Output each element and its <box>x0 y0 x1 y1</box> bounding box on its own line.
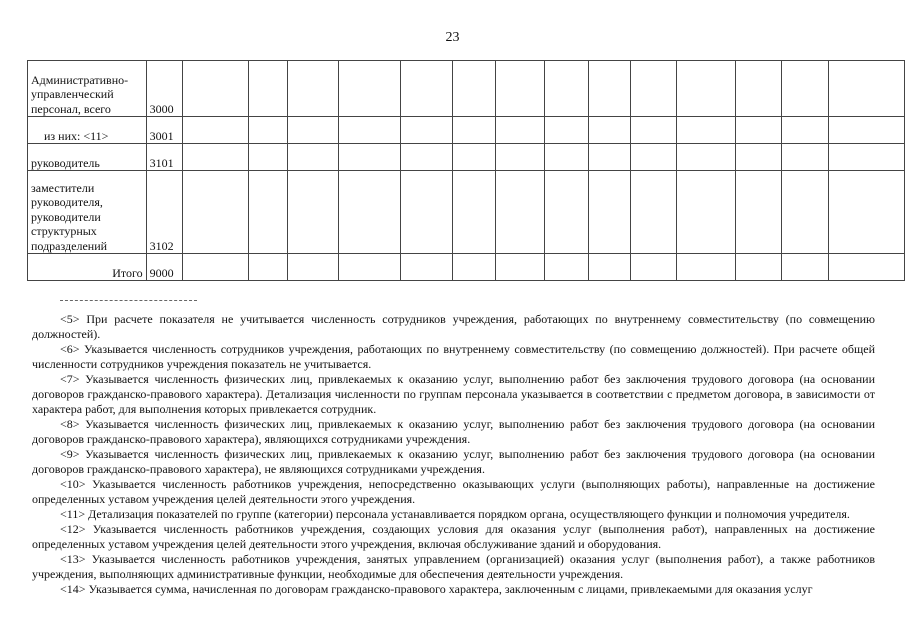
empty-cell <box>630 117 676 144</box>
empty-cell <box>781 61 828 117</box>
row-code: 3101 <box>146 144 182 171</box>
empty-cell <box>630 144 676 171</box>
empty-cell <box>182 61 249 117</box>
empty-cell <box>544 171 588 254</box>
row-label: Административно- управленческий персонал, всего <box>28 61 147 117</box>
row-label: из них: <11> <box>28 117 147 144</box>
empty-cell <box>495 254 544 281</box>
empty-cell <box>288 254 339 281</box>
empty-cell <box>288 117 339 144</box>
empty-cell <box>828 144 904 171</box>
empty-cell <box>781 171 828 254</box>
empty-cell <box>495 61 544 117</box>
table-row <box>28 61 905 117</box>
empty-cell <box>544 61 588 117</box>
footnote-item: <10> Указывается численность работников учреждения, непосредственно оказывающих услуги (выполняющих работы), направленные на достижение определенных уставом учреждения целей деятельности этого учреждения. <box>32 476 875 506</box>
empty-cell <box>288 61 339 117</box>
empty-cell <box>400 254 452 281</box>
empty-cell <box>495 144 544 171</box>
row-label: заместители руководителя, руководители структурных подразделений <box>28 171 147 254</box>
empty-cell <box>544 254 588 281</box>
footnote-item: <6> Указывается численность сотрудников учреждения, работающих по внутреннему совместительству (по совмещению должностей). При расчете общей численности сотрудников учреждения показатель не учитывается. <box>32 341 875 371</box>
empty-cell <box>249 61 288 117</box>
empty-cell <box>588 171 630 254</box>
empty-cell <box>288 171 339 254</box>
data-table <box>27 60 905 281</box>
empty-cell <box>828 254 904 281</box>
empty-cell <box>735 61 781 117</box>
empty-cell <box>828 171 904 254</box>
empty-cell <box>288 144 339 171</box>
empty-cell <box>182 171 249 254</box>
empty-cell <box>735 254 781 281</box>
empty-cell <box>452 144 495 171</box>
empty-cell <box>182 144 249 171</box>
empty-cell <box>400 117 452 144</box>
footnotes <box>32 312 875 597</box>
empty-cell <box>339 254 401 281</box>
empty-cell <box>339 117 401 144</box>
empty-cell <box>495 117 544 144</box>
footnote-item: <11> Детализация показателей по группе (категории) персонала устанавливается порядком органа, осуществляющего функции и полномочия учредителя. <box>60 506 850 521</box>
empty-cell <box>339 144 401 171</box>
footnote-item: <9> Указывается численность физических лиц, привлекаемых к оказанию услуг, выполнению работ без заключения трудового договора (на основании договоров гражданско-правового характера), не являющихся сотрудниками учреждения. <box>32 446 875 476</box>
empty-cell <box>781 144 828 171</box>
empty-cell <box>400 144 452 171</box>
empty-cell <box>828 61 904 117</box>
empty-cell <box>630 61 676 117</box>
empty-cell <box>676 61 735 117</box>
empty-cell <box>544 144 588 171</box>
footnote-item: <7> Указывается численность физических лиц, привлекаемых к оказанию услуг, выполнению работ без заключения трудового договора (на основании договоров гражданско-правового характера). Детализация численности по группам персонала указывается в соответствии с предметом договора, в зависимости от характера работ, для выполнения которых привлекается сотрудник. <box>32 371 875 416</box>
empty-cell <box>249 254 288 281</box>
empty-cell <box>249 117 288 144</box>
empty-cell <box>588 254 630 281</box>
footnote-item: <5> При расчете показателя не учитывается численность сотрудников учреждения, работающих по внутреннему совместительству (по совмещению должностей). <box>32 312 875 341</box>
empty-cell <box>182 254 249 281</box>
empty-cell <box>400 171 452 254</box>
empty-cell <box>452 254 495 281</box>
empty-cell <box>452 117 495 144</box>
empty-cell <box>452 171 495 254</box>
empty-cell <box>588 144 630 171</box>
row-code: 3102 <box>146 171 182 254</box>
footnote-item: <12> Указывается численность работников учреждения, создающих условия для оказания услуг (выполнения работ), направленных на достижение определенных уставом учреждения целей деятельности этого учреждения, включая обслуживание зданий и оборудования. <box>32 521 875 551</box>
empty-cell <box>182 117 249 144</box>
empty-cell <box>400 61 452 117</box>
table-row <box>28 144 905 171</box>
empty-cell <box>781 254 828 281</box>
empty-cell <box>452 61 495 117</box>
empty-cell <box>630 254 676 281</box>
empty-cell <box>544 117 588 144</box>
empty-cell <box>781 117 828 144</box>
table-row <box>28 171 905 254</box>
empty-cell <box>735 171 781 254</box>
empty-cell <box>735 117 781 144</box>
table-row <box>28 117 905 144</box>
row-code: 9000 <box>146 254 182 281</box>
empty-cell <box>828 117 904 144</box>
row-code: 3000 <box>146 61 182 117</box>
table-row <box>28 254 905 281</box>
footnote-item: <13> Указывается численность работников учреждения, занятых управлением (организацией) оказания услуг (выполнения работ), а также работников учреждения, выполняющих административные функции, необходимые для обеспечения деятельности учреждения. <box>32 551 875 581</box>
footnote-item: <14> Указывается сумма, начисленная по договорам гражданско-правового характера, заключенным с лицами, привлекаемыми для оказания услуг <box>60 581 813 596</box>
empty-cell <box>249 171 288 254</box>
row-label: руководитель <box>28 144 147 171</box>
empty-cell <box>339 61 401 117</box>
empty-cell <box>339 171 401 254</box>
empty-cell <box>588 61 630 117</box>
empty-cell <box>495 171 544 254</box>
row-label: Итого <box>28 254 147 281</box>
empty-cell <box>630 171 676 254</box>
empty-cell <box>676 144 735 171</box>
empty-cell <box>676 171 735 254</box>
footnote-item: <8> Указывается численность физических лиц, привлекаемых к оказанию услуг, выполнению работ без заключения трудового договора (на основании договоров гражданско-правового характера), являющихся сотрудниками учреждения. <box>32 416 875 446</box>
page-number: 23 <box>445 30 460 45</box>
empty-cell <box>676 117 735 144</box>
empty-cell <box>735 144 781 171</box>
empty-cell <box>676 254 735 281</box>
row-code: 3001 <box>146 117 182 144</box>
footnote-separator <box>60 300 197 301</box>
empty-cell <box>249 144 288 171</box>
empty-cell <box>588 117 630 144</box>
